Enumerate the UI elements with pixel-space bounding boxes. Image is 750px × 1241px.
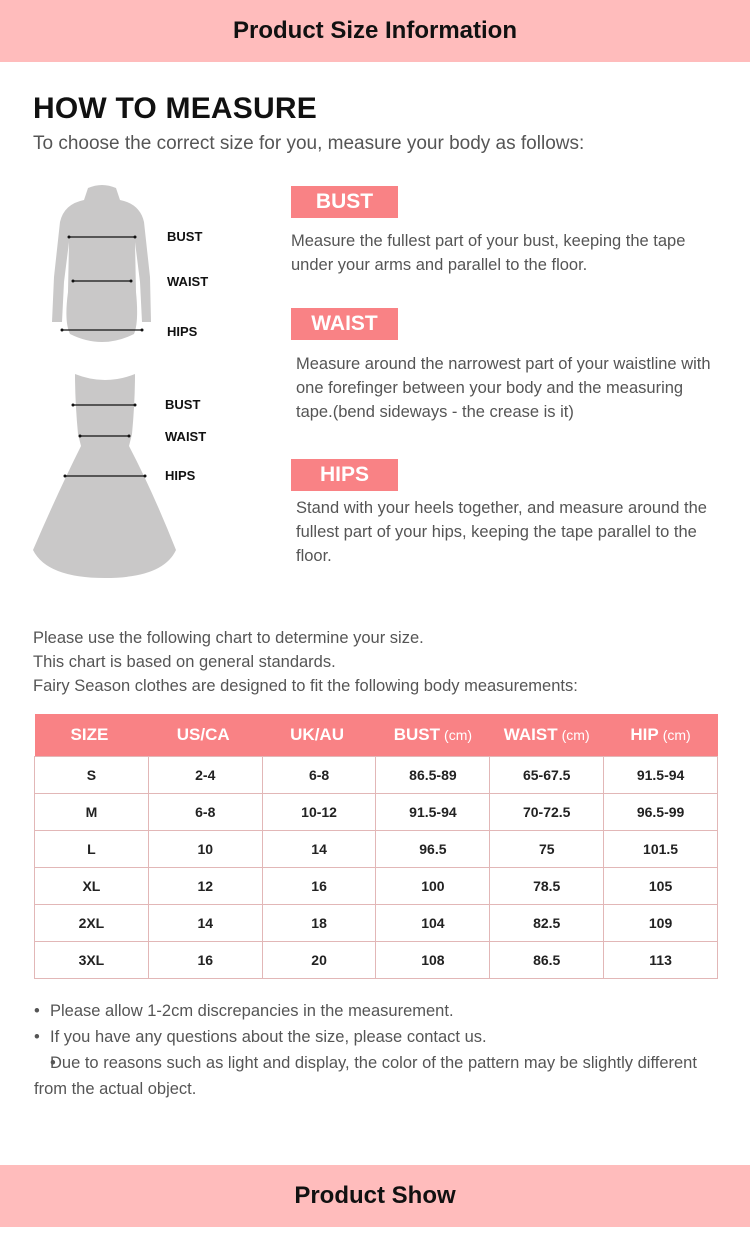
- figure-dress-hips-label: HIPS: [165, 468, 196, 483]
- table-row: [35, 941, 718, 978]
- figure-top-bust-label: BUST: [167, 229, 203, 244]
- table-cell: 10: [148, 830, 262, 867]
- figure-top-waist-label: WAIST: [167, 274, 209, 289]
- column-header-uk-au: UK/AU: [262, 714, 376, 756]
- note-item: • If you have any questions about the size, please contact us.: [34, 1024, 714, 1050]
- column-header-hip: HIP (cm): [604, 714, 718, 756]
- table-cell: 100: [376, 867, 490, 904]
- column-header-bust: BUST (cm): [376, 714, 490, 756]
- table-cell: 12: [148, 867, 262, 904]
- chart-intro-line: Please use the following chart to determine your size.: [33, 629, 424, 647]
- table-cell: 104: [376, 904, 490, 941]
- table-header-row: [35, 714, 718, 756]
- table-cell: S: [35, 756, 149, 793]
- table-cell: 14: [262, 830, 376, 867]
- hips-tag: HIPS: [291, 459, 398, 491]
- table-cell: 113: [604, 941, 718, 978]
- column-header-size: SIZE: [35, 714, 149, 756]
- table-cell: 6-8: [262, 756, 376, 793]
- table-cell: 75: [490, 830, 604, 867]
- bust-description: Measure the fullest part of your bust, keeping the tape under your arms and parallel to the floor.: [291, 232, 686, 274]
- table-row: [35, 867, 718, 904]
- chart-intro: [33, 626, 578, 698]
- waist-tag: WAIST: [291, 308, 398, 340]
- table-cell: 78.5: [490, 867, 604, 904]
- waist-description: Measure around the narrowest part of your waistline with one forefinger between your body and the measuring tape.(bend sideways - the crease is it): [296, 355, 711, 421]
- table-cell: 101.5: [604, 830, 718, 867]
- table-cell: 20: [262, 941, 376, 978]
- figure-dress-waist-label: WAIST: [165, 429, 207, 444]
- column-header-waist: WAIST (cm): [490, 714, 604, 756]
- chart-intro-line: Fairy Season clothes are designed to fit the following body measurements:: [33, 677, 578, 695]
- table-cell: 82.5: [490, 904, 604, 941]
- table-cell: 3XL: [35, 941, 149, 978]
- table-row: [35, 793, 718, 830]
- figure-dress-bust-label: BUST: [165, 397, 201, 412]
- column-header-us-ca: US/CA: [148, 714, 262, 756]
- measure-subheading: To choose the correct size for you, measure your body as follows:: [33, 133, 585, 154]
- table-cell: L: [35, 830, 149, 867]
- size-chart-table: [34, 714, 718, 979]
- table-cell: 91.5-94: [376, 793, 490, 830]
- hips-description: Stand with your heels together, and measure around the fullest part of your hips, keeping the tape parallel to the floor.: [296, 499, 707, 565]
- table-cell: 86.5: [490, 941, 604, 978]
- header-band: [0, 0, 750, 62]
- measure-heading: HOW TO MEASURE: [33, 92, 317, 125]
- table-cell: 105: [604, 867, 718, 904]
- table-cell: 10-12: [262, 793, 376, 830]
- note-item: • Due to reasons such as light and display, the color of the pattern may be slightly different from the actual object.: [34, 1050, 714, 1102]
- table-cell: 108: [376, 941, 490, 978]
- chart-intro-line: This chart is based on general standards.: [33, 653, 336, 671]
- bust-tag: BUST: [291, 186, 398, 218]
- footer-title: Product Show: [294, 1182, 456, 1209]
- table-row: [35, 756, 718, 793]
- figure-top: [44, 182, 159, 348]
- table-row: [35, 830, 718, 867]
- notes-list: [34, 998, 714, 1102]
- top-silhouette-illustration: [44, 182, 159, 348]
- table-cell: 70-72.5: [490, 793, 604, 830]
- table-cell: 16: [262, 867, 376, 904]
- table-cell: 16: [148, 941, 262, 978]
- dress-silhouette-illustration: [33, 372, 178, 580]
- table-cell: 6-8: [148, 793, 262, 830]
- table-cell: 2-4: [148, 756, 262, 793]
- figure-dress: [33, 372, 178, 580]
- table-cell: 91.5-94: [604, 756, 718, 793]
- table-cell: 2XL: [35, 904, 149, 941]
- table-cell: 14: [148, 904, 262, 941]
- table-cell: 96.5-99: [604, 793, 718, 830]
- note-item: • Please allow 1-2cm discrepancies in the measurement.: [34, 998, 714, 1024]
- table-cell: 109: [604, 904, 718, 941]
- table-cell: 96.5: [376, 830, 490, 867]
- header-title: Product Size Information: [232, 17, 517, 44]
- table-cell: XL: [35, 867, 149, 904]
- table-row: [35, 904, 718, 941]
- table-cell: 65-67.5: [490, 756, 604, 793]
- table-cell: 18: [262, 904, 376, 941]
- figure-top-hips-label: HIPS: [167, 324, 198, 339]
- table-cell: M: [35, 793, 149, 830]
- footer-band: [0, 1165, 750, 1227]
- table-cell: 86.5-89: [376, 756, 490, 793]
